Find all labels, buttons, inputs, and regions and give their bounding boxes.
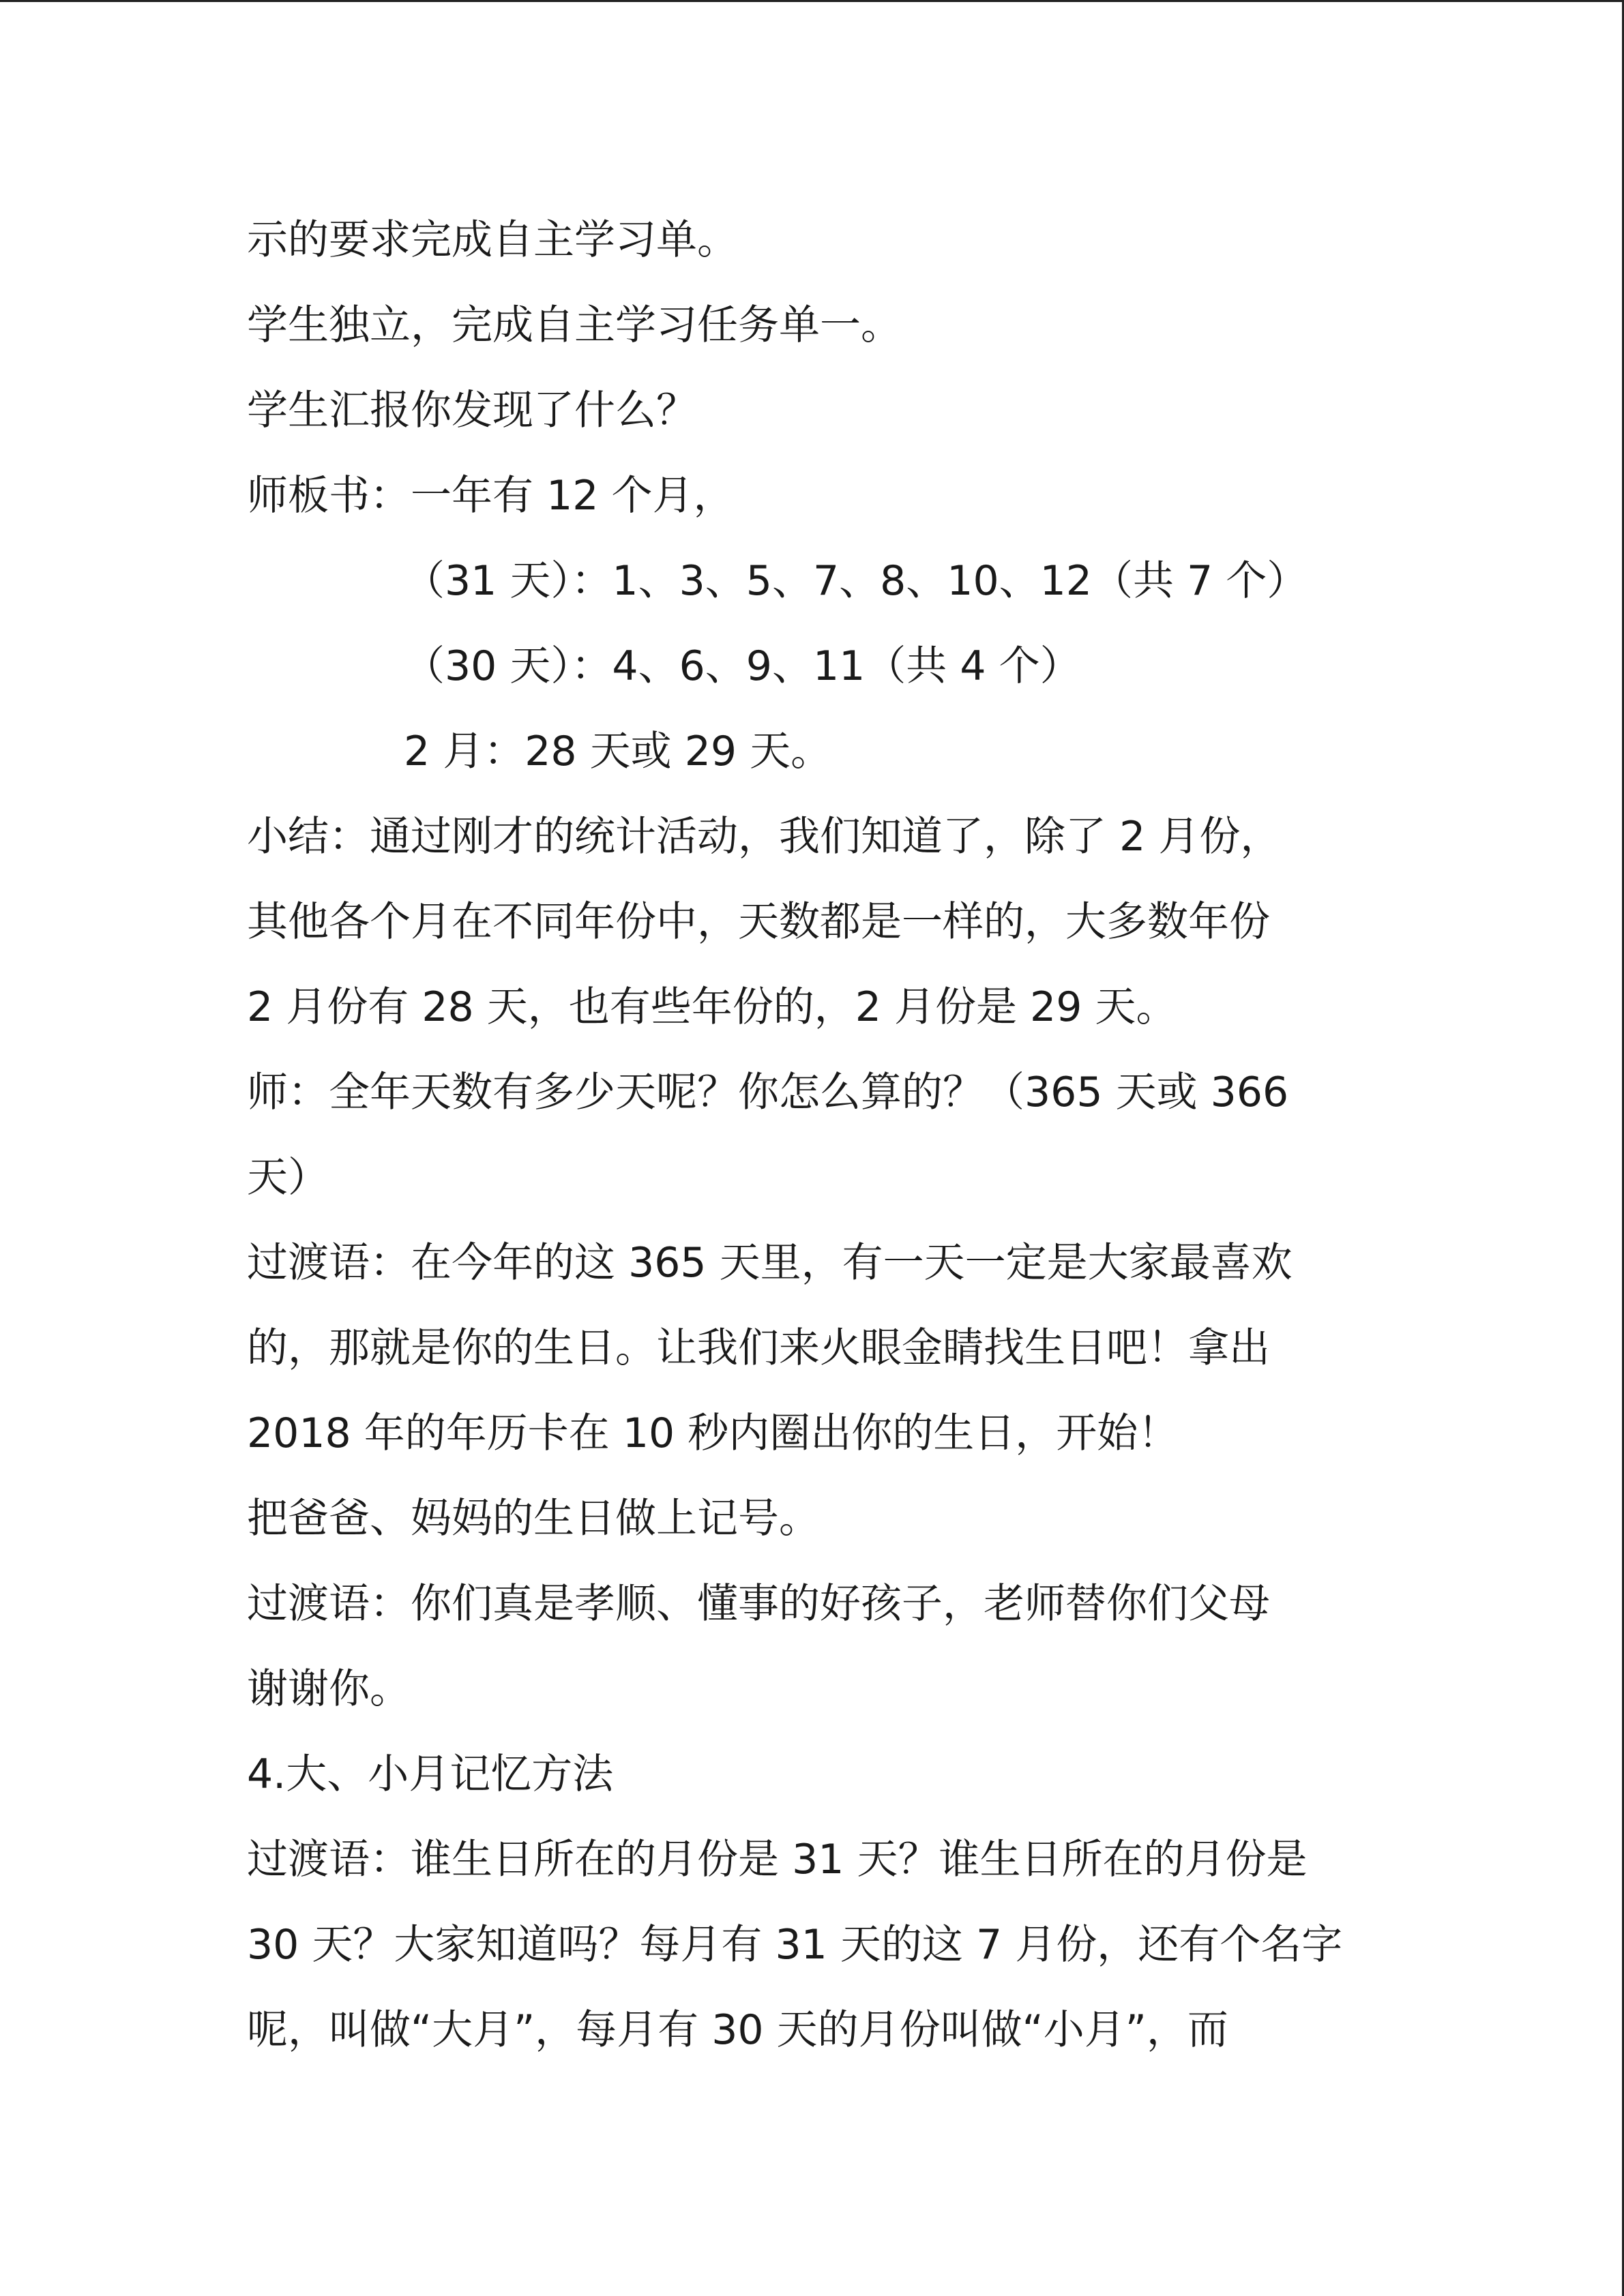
text-line: 呢，叫做“大月”，每月有 30 天的月份叫做“小月”，而 [247,2006,1228,2054]
text-line: 30 天？大家知道吗？每月有 31 天的这 7 月份，还有个名字 [247,1921,1343,1969]
text-line: 把爸爸、妈妈的生日做上记号。 [247,1495,820,1542]
text-line: 师：全年天数有多少天呢？你怎么算的？（365 天或 366 [247,1069,1289,1116]
text-line: 谢谢你。 [247,1665,411,1713]
board-note-line: （30 天）：4、6、9、11（共 4 个） [404,642,1081,690]
document-body [247,198,1393,2073]
section-heading: 4.大、小月记忆方法 [247,1750,614,1798]
text-line: 示的要求完成自主学习单。 [247,216,738,264]
text-line: 师板书：一年有 12 个月， [247,472,735,520]
text-line: 过渡语：在今年的这 365 天里，有一天一定是大家最喜欢 [247,1239,1293,1287]
text-line: 过渡语：你们真是孝顺、懂事的好孩子，老师替你们父母 [247,1580,1270,1628]
text-line: 小结：通过刚才的统计活动，我们知道了，除了 2 月份， [247,813,1282,861]
board-note-line: （31 天）：1、3、5、7、8、10、12（共 7 个） [404,557,1308,605]
text-line: 过渡语：谁生日所在的月份是 31 天？谁生日所在的月份是 [247,1836,1308,1883]
board-note-line: 2 月：28 天或 29 天。 [404,728,832,775]
text-line: 天） [247,1154,329,1202]
text-line: 其他各个月在不同年份中，天数都是一样的，大多数年份 [247,898,1270,946]
text-line: 的，那就是你的生日。让我们来火眼金睛找生日吧！拿出 [247,1324,1270,1372]
text-line: 2 月份有 28 天，也有些年份的，2 月份是 29 天。 [247,983,1177,1031]
text-line: 学生汇报你发现了什么？ [247,387,697,434]
text-line: 2018 年的年历卡在 10 秒内圈出你的生日，开始！ [247,1410,1179,1457]
text-line: 学生独立，完成自主学习任务单一。 [247,301,902,349]
